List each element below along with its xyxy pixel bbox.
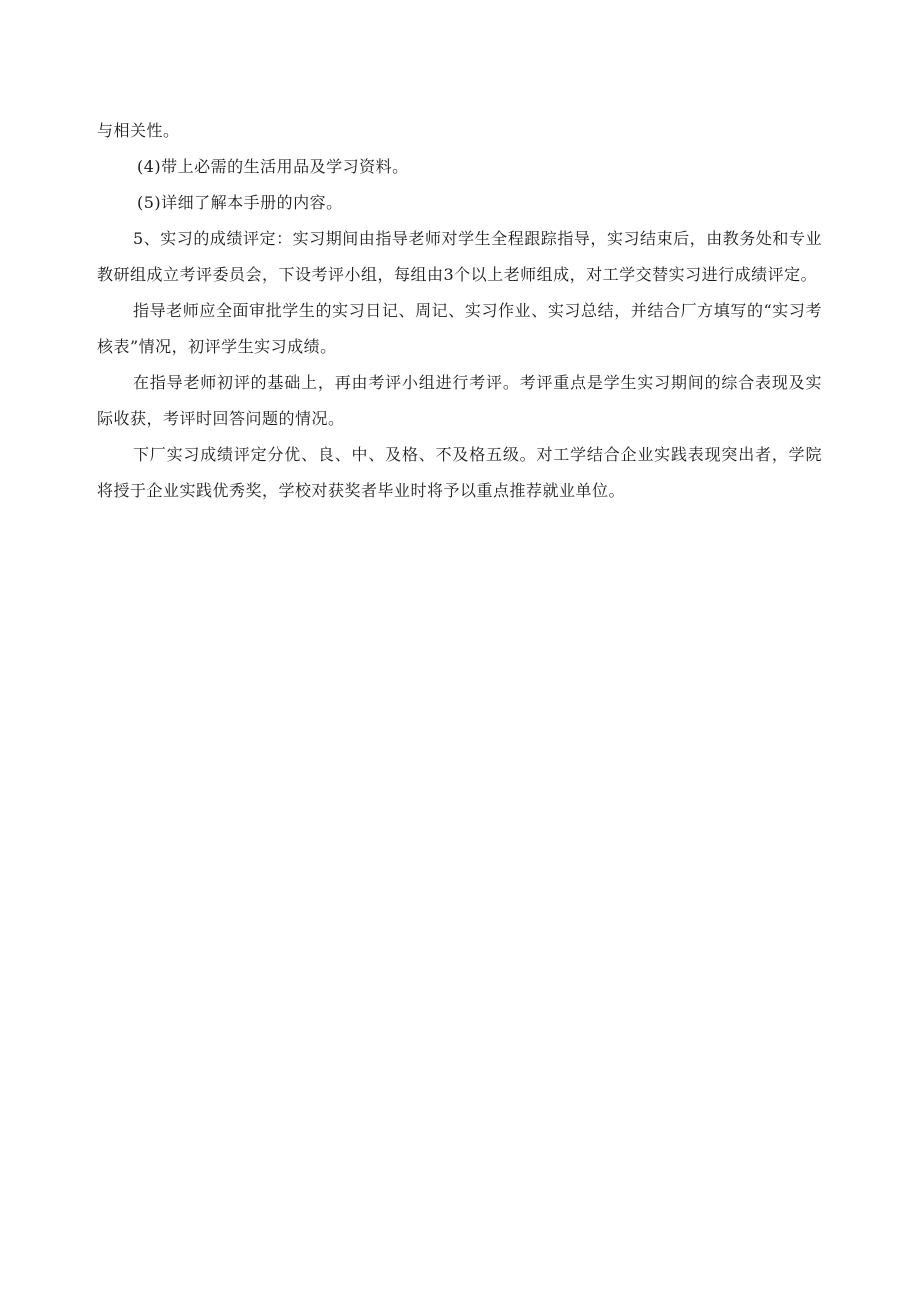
paragraph-grade-levels: 下厂实习成绩评定分优、良、中、及格、不及格五级。对工学结合企业实践表现突出者，学院将授于企业实践优秀奖，学校对获奖者毕业时将予以重点推荐就业单位。 xyxy=(97,445,822,500)
paragraph-group-review: 在指导老师初评的基础上，再由考评小组进行考评。考评重点是学生实习期间的综合表现及实际收获，考评时回答问题的情况。 xyxy=(97,373,822,428)
document-body xyxy=(97,113,822,509)
paragraph-continuation: 与相关性。 xyxy=(97,121,180,140)
paragraph-item-4: (4)带上必需的生活用品及学习资料。 xyxy=(137,157,409,176)
paragraph-item-5: (5)详细了解本手册的内容。 xyxy=(137,193,343,212)
paragraph-teacher-review: 指导老师应全面审批学生的实习日记、周记、实习作业、实习总结，并结合厂方填写的“实习考核表”情况，初评学生实习成绩。 xyxy=(97,301,822,356)
paragraph-grade-evaluation: 5、实习的成绩评定：实习期间由指导老师对学生全程跟踪指导，实习结束后，由教务处和专业教研组成立考评委员会，下设考评小组，每组由3个以上老师组成，对工学交替实习进行成绩评定。 xyxy=(97,229,822,284)
